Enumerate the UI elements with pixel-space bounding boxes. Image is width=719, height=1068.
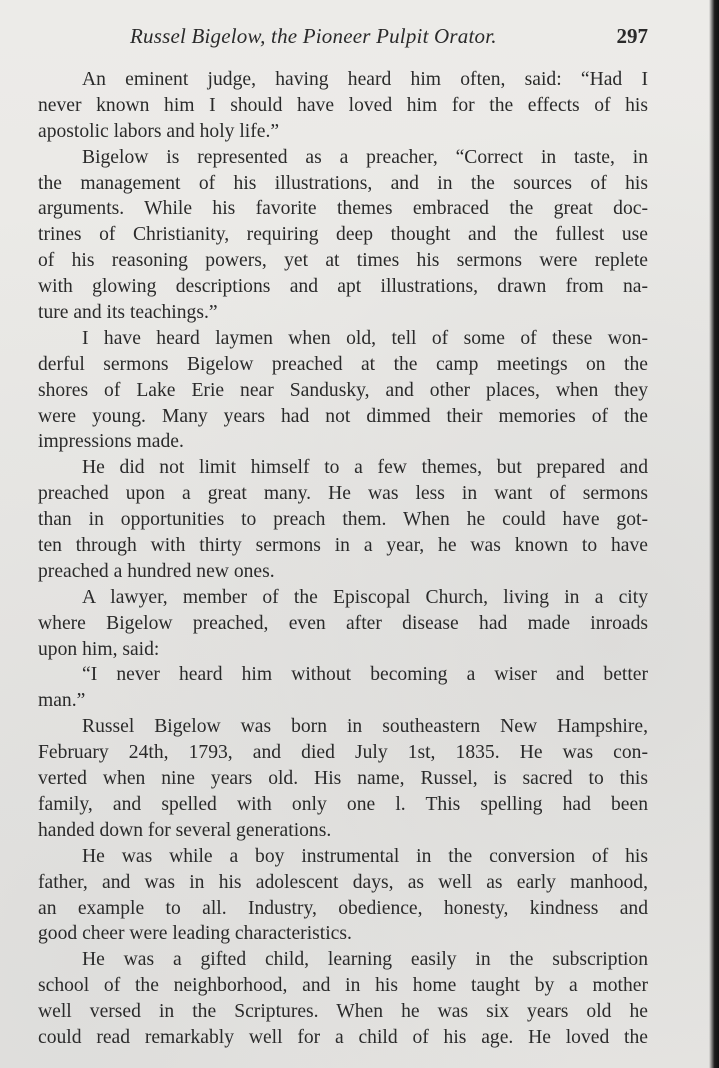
text-line: arguments. While his favorite themes embraced the great doc-	[38, 198, 648, 220]
text-line: An eminent judge, having heard him often, said: “Had I	[82, 69, 648, 90]
text-line: father, and was in his adolescent days, as well as early manhood,	[38, 871, 648, 893]
text-line: with glowing descriptions and apt illustrations, drawn from na-	[38, 276, 648, 298]
text-line: preached a hundred new ones.	[38, 560, 275, 582]
body-text	[38, 67, 648, 1051]
text-line: apostolic labors and holy life.”	[38, 120, 280, 142]
text-line: trines of Christianity, requiring deep thought and the fullest use	[38, 224, 648, 246]
text-line: derful sermons Bigelow preached at the camp meetings on the	[38, 353, 648, 375]
text-line: where Bigelow preached, even after disease had made inroads	[38, 612, 648, 634]
text-line: Bigelow is represented as a preacher, “Correct in taste, in	[82, 146, 648, 168]
text-line: He was a gifted child, learning easily in the subscription	[82, 949, 648, 971]
text-line: family, and spelled with only one l. This spelling had been	[38, 793, 648, 815]
text-line: well versed in the Scriptures. When he was six years old he	[38, 1001, 648, 1023]
text-line: than in opportunities to preach them. When he could have got-	[38, 509, 648, 531]
text-line: the management of his illustrations, and in the sources of his	[38, 172, 648, 194]
text-line: shores of Lake Erie near Sandusky, and other places, when they	[38, 379, 648, 401]
text-line: I have heard laymen when old, tell of some of these won-	[82, 327, 648, 349]
text-line: ten through with thirty sermons in a year, he was known to have	[38, 535, 648, 557]
text-line: an example to all. Industry, obedience, honesty, kindness and	[38, 897, 648, 919]
text-line: of his reasoning powers, yet at times his sermons were replete	[38, 250, 648, 272]
page-edge-shadow	[709, 0, 719, 1068]
page-header	[38, 22, 648, 50]
text-line: A lawyer, member of the Episcopal Church, living in a city	[82, 586, 648, 608]
text-line: impressions made.	[38, 431, 184, 453]
text-line: verted when nine years old. His name, Russel, is sacred to this	[38, 768, 648, 790]
text-line: He did not limit himself to a few themes, but prepared and	[82, 457, 648, 479]
text-line: February 24th, 1793, and died July 1st, 1835. He was con-	[38, 742, 648, 764]
text-line: upon him, said:	[38, 638, 160, 660]
text-line: “I never heard him without becoming a wiser and better	[82, 664, 648, 686]
text-line: ture and its teachings.”	[38, 302, 218, 324]
text-line: handed down for several generations.	[38, 819, 332, 841]
running-head: Russel Bigelow, the Pioneer Pulpit Orator.	[130, 24, 497, 48]
page-number: 297	[616, 24, 648, 48]
text-line: man.”	[38, 690, 86, 712]
text-line: good cheer were leading characteristics.	[38, 923, 352, 945]
text-line: were young. Many years had not dimmed their memories of the	[38, 405, 648, 427]
text-line: preached upon a great many. He was less in want of sermons	[38, 483, 648, 505]
text-line: school of the neighborhood, and in his home taught by a mother	[38, 975, 648, 997]
text-line: He was while a boy instrumental in the conversion of his	[82, 845, 648, 867]
text-line: never known him I should have loved him for the effects of his	[38, 94, 648, 116]
text-line: Russel Bigelow was born in southeastern New Hampshire,	[82, 716, 648, 738]
text-line: could read remarkably well for a child of his age. He loved the	[38, 1026, 648, 1048]
